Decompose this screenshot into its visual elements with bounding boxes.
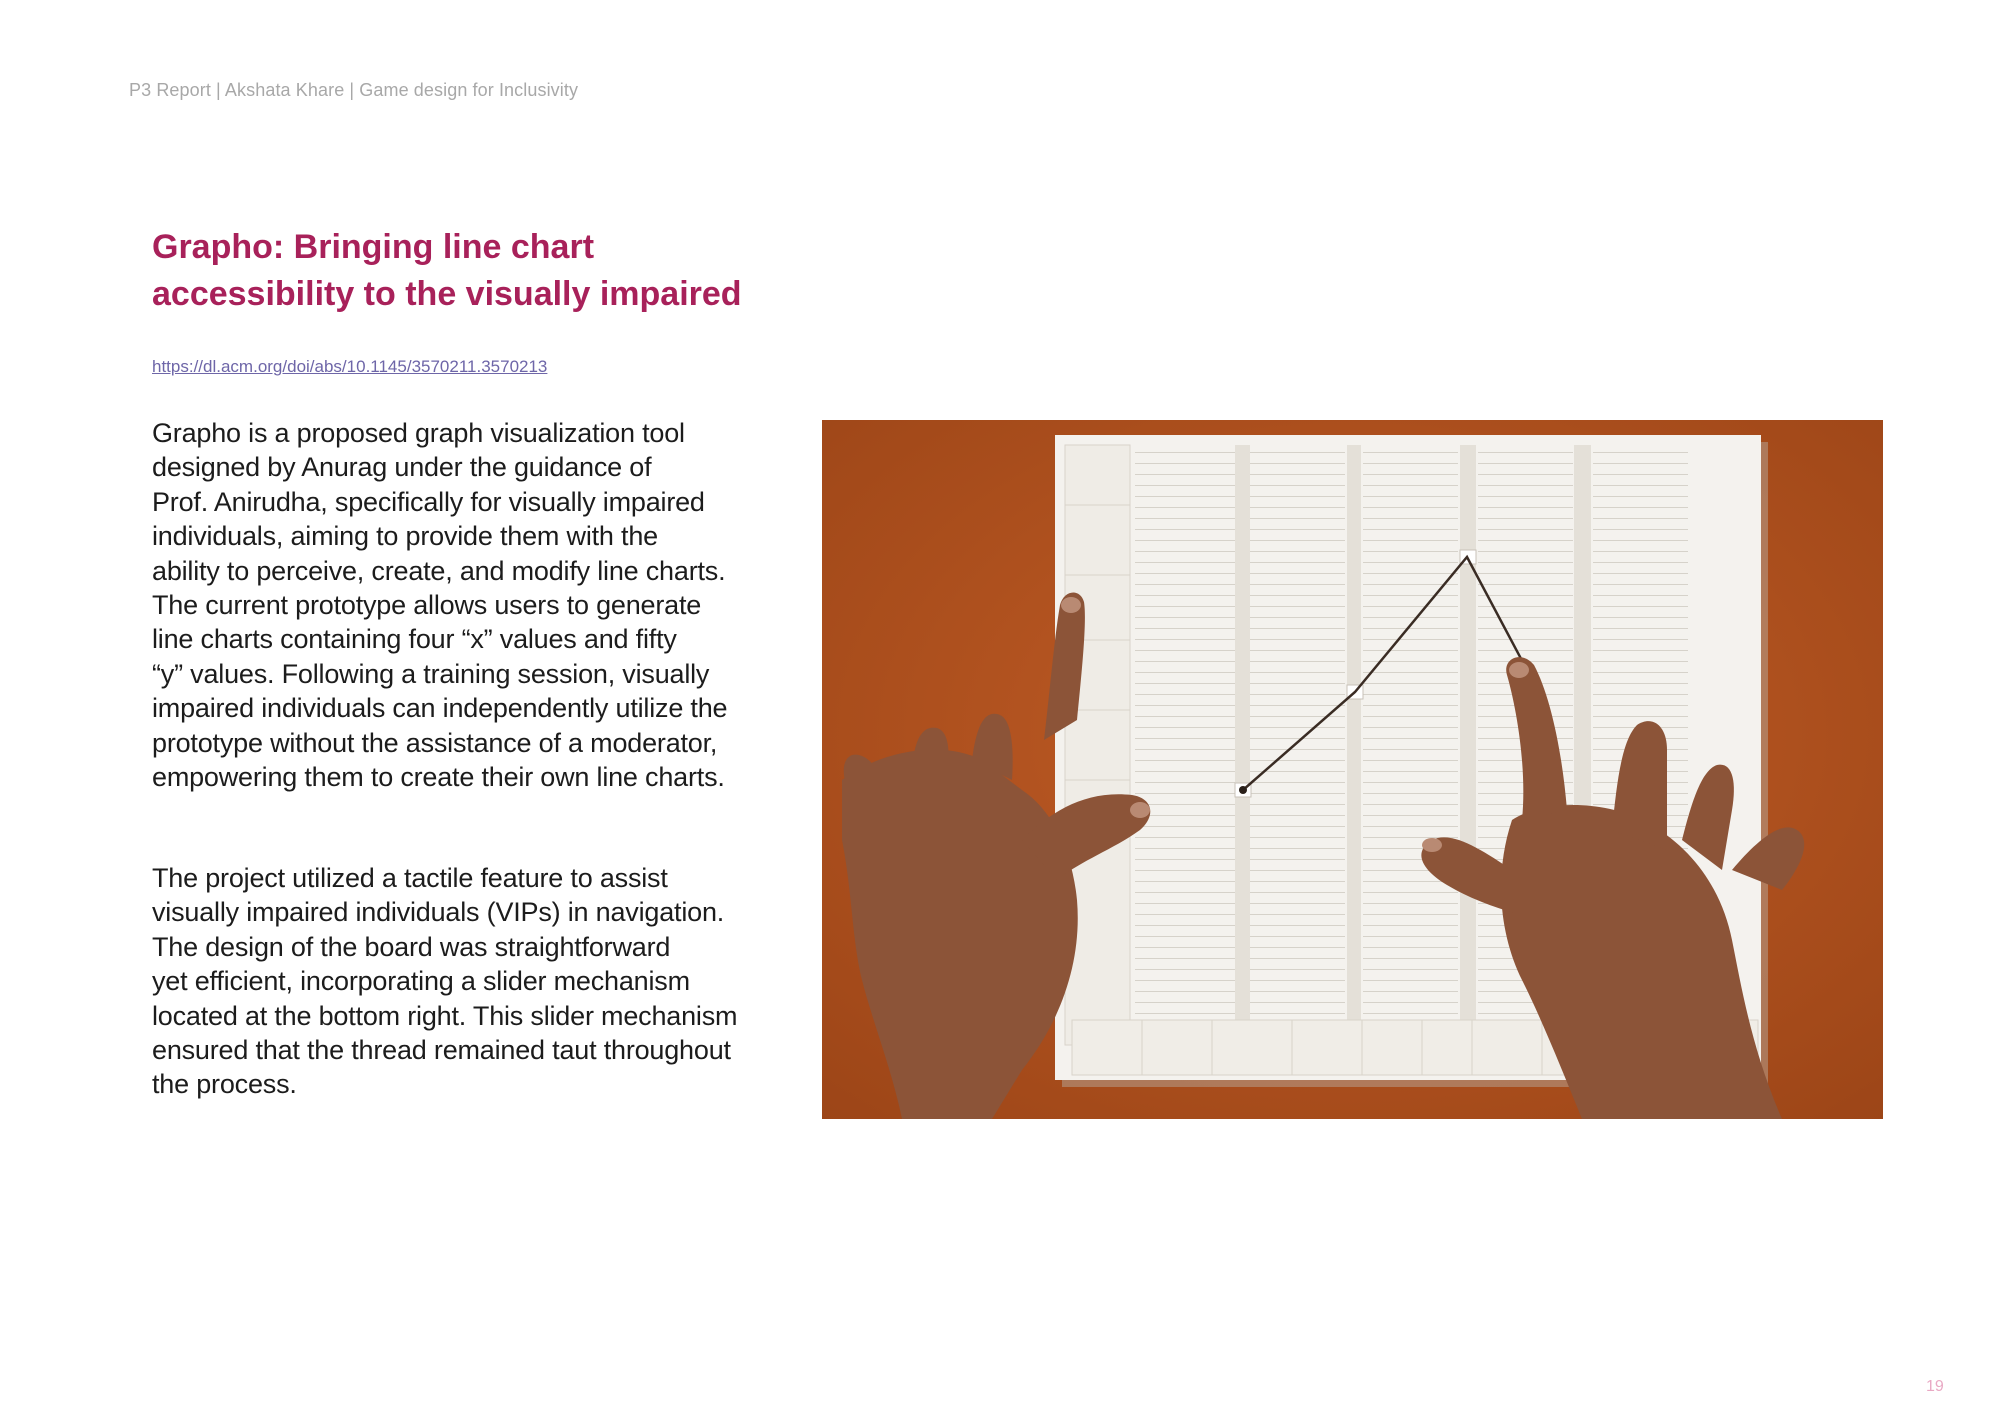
text-line: designed by Anurag under the guidance of	[152, 452, 652, 483]
title-line-1: Grapho: Bringing line chart	[152, 228, 595, 266]
text-line: located at the bottom right. This slider mechanism	[152, 1000, 738, 1031]
page-title	[152, 224, 872, 318]
page-number: 19	[1926, 1378, 1944, 1395]
text-line: empowering them to create their own line charts.	[152, 762, 725, 793]
text-line: ability to perceive, create, and modify line charts.	[152, 555, 726, 586]
tactile-feature-paragraph	[152, 861, 792, 1102]
text-line: line charts containing four “x” values and fifty	[152, 624, 677, 655]
text-line: Grapho is a proposed graph visualization tool	[152, 418, 685, 448]
text-line: The project utilized a tactile feature to assist	[152, 863, 668, 893]
grapho-prototype-photo	[822, 420, 1883, 1119]
text-line: visually impaired individuals (VIPs) in navigation.	[152, 897, 725, 928]
text-line: “y” values. Following a training session, visually	[152, 658, 710, 689]
text-line: The current prototype allows users to generate	[152, 590, 702, 621]
running-header: P3 Report | Akshata Khare | Game design for Inclusivity	[129, 80, 579, 100]
title-line-2: accessibility to the visually impaired	[152, 275, 742, 313]
text-line: The design of the board was straightforward	[152, 931, 671, 962]
text-line: individuals, aiming to provide them with the	[152, 521, 658, 552]
text-line: ensured that the thread remained taut throughout	[152, 1035, 731, 1066]
text-line: prototype without the assistance of a moderator,	[152, 727, 718, 758]
text-line: yet efficient, incorporating a slider mechanism	[152, 966, 690, 997]
text-line: the process.	[152, 1069, 297, 1100]
text-line: Prof. Anirudha, specifically for visually impaired	[152, 486, 705, 517]
doi-link[interactable]: https://dl.acm.org/doi/abs/10.1145/3570211.3570213	[152, 357, 548, 376]
text-line: impaired individuals can independently utilize the	[152, 693, 728, 724]
intro-paragraph	[152, 416, 792, 794]
